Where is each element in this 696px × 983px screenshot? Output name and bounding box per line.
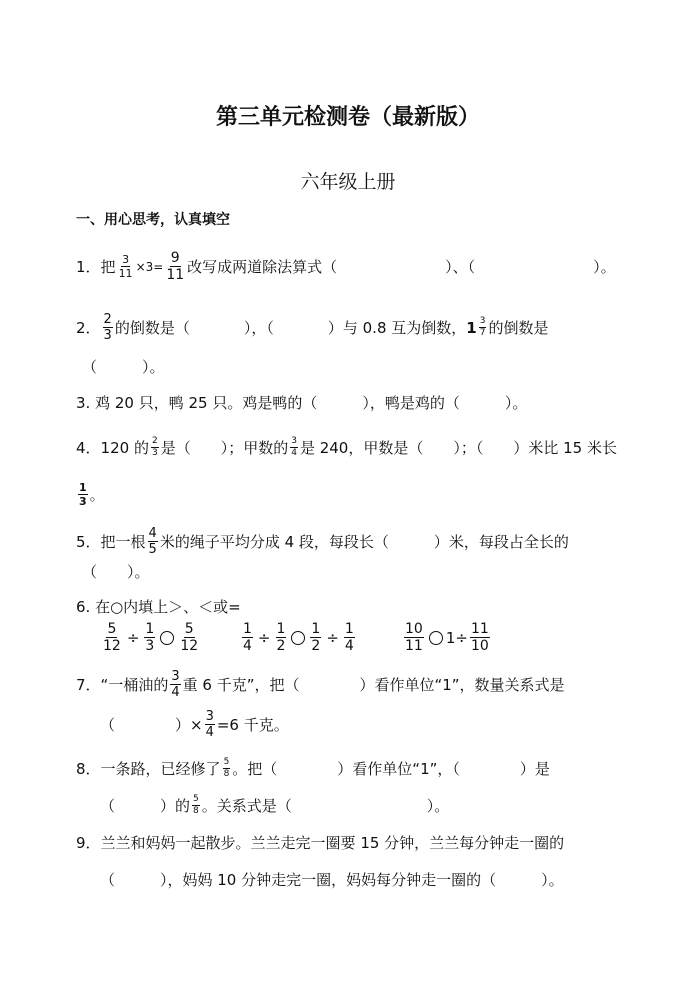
q7-text-c: （ ）× <box>100 715 203 734</box>
q5-line2: （ ）。 <box>82 563 150 581</box>
q6-expression-1: $\frac{5}{12}$ ÷ $\frac{1}{3}$ $\frac{5}{12}$ <box>103 621 199 654</box>
q7-number: 7． <box>76 675 101 694</box>
q8-number: 8． <box>76 759 101 778</box>
q8-line2 <box>100 795 449 816</box>
q2-fraction-1: $\frac{2}{3}$ <box>103 312 112 343</box>
q8-text-c: （ ）的 <box>100 796 191 815</box>
q5-text-a: 米的绳子平均分成 4 段，每段长（ ）米，每段占全长的 <box>159 532 569 551</box>
page-title: 第三单元检测卷（最新版） <box>215 105 480 130</box>
q7-fraction-2: $\frac{3}{4}$ <box>205 709 214 740</box>
q2-number: 2． <box>76 318 101 337</box>
q7-fraction-1: $\frac{3}{4}$ <box>171 669 180 700</box>
compare-circle[interactable] <box>429 631 443 645</box>
q1-pre: 把 <box>100 257 116 276</box>
q5-fraction-1: $\frac{4}{5}$ <box>148 526 157 557</box>
q2-text-a: 的倒数是（ <box>114 318 190 337</box>
q4-fraction-2: $\frac{3}{4}$ <box>291 436 297 458</box>
q4-text-a: 是（ ）；甲数的 <box>160 438 289 457</box>
q1-text: 改写成两道除法算式（ <box>187 257 338 276</box>
q1-number: 1． <box>76 257 101 276</box>
q2-text-c: ）与 0.8 互为倒数， <box>327 318 467 337</box>
q4-line2 <box>76 482 105 507</box>
q8-fraction-1: $\frac{5}{8}$ <box>223 757 230 779</box>
q4-text-c: 。 <box>89 485 105 504</box>
q1-fraction-1: $\frac{3}{11}$ <box>118 253 133 280</box>
q1-multiply: ×3= <box>135 259 164 274</box>
question-1 <box>76 251 616 282</box>
question-8 <box>76 758 550 779</box>
question-7 <box>76 670 565 699</box>
q4-fraction-1: $\frac{2}{3}$ <box>151 436 158 458</box>
page-subtitle: 六年级上册 <box>300 171 396 193</box>
q6-expression-2: $\frac{1}{4}$ ÷ $\frac{1}{2}$ $\frac{1}{2}$ ÷ $\frac{1}{4}$ <box>243 621 354 654</box>
q5-number: 5．把一根 <box>76 532 146 551</box>
q9-line2: （ ），妈妈 10 分钟走完一圈，妈妈每分钟走一圈的（ ）。 <box>100 871 564 889</box>
q1-text-end: ）。 <box>593 257 616 276</box>
question-6: 6. 在○内填上＞、＜或= <box>76 598 241 616</box>
q1-fraction-2: $\frac{9}{11}$ <box>166 250 185 283</box>
q8-fraction-2: $\frac{5}{8}$ <box>193 794 199 816</box>
q7-text-d: =6 千克。 <box>216 715 289 734</box>
section-heading: 一、用心思考，认真填空 <box>76 212 230 228</box>
q2-line2: （ ）。 <box>82 358 165 376</box>
q4-number: 4．120 的 <box>76 438 149 457</box>
question-3: 3. 鸡 20 只，鸭 25 只。鸡是鸭的（ ），鸭是鸡的（ ）。 <box>76 394 528 412</box>
q6-expression-3: $\frac{10}{11}$ 1÷ $\frac{11}{10}$ <box>405 621 489 654</box>
q2-text-b: ），（ <box>243 318 274 337</box>
q1-text-mid: ）、（ <box>445 257 476 276</box>
q4-text-b: 是 240，甲数是（ ）；（ ）米比 15 米长 <box>299 438 617 457</box>
compare-circle[interactable] <box>291 631 305 645</box>
question-4 <box>76 437 617 458</box>
q8-text-d: 。关系式是（ ）。 <box>201 796 450 815</box>
question-9: 9．兰兰和妈妈一起散步。兰兰走完一圈要 15 分钟，兰兰每分钟走一圈的 <box>76 834 565 852</box>
q2-mixed-number: 1 $\frac{3}{7}$ <box>466 316 486 338</box>
q4-fraction-3: $\frac{1}{3}$ <box>79 481 87 508</box>
q7-text-b: 重 6 千克”，把（ ）看作单位“1”，数量关系式是 <box>182 675 565 694</box>
q2-text-d: 的倒数是 <box>488 318 549 337</box>
question-5 <box>76 527 569 556</box>
q8-text-a: 一条路，已经修了 <box>100 759 221 778</box>
question-2 <box>76 313 548 342</box>
q8-text-b: 。把（ ）看作单位“1”，（ ）是 <box>232 759 550 778</box>
compare-circle[interactable] <box>160 631 174 645</box>
q7-line2 <box>100 710 289 739</box>
q7-text-a: “一桶油的 <box>100 675 169 694</box>
